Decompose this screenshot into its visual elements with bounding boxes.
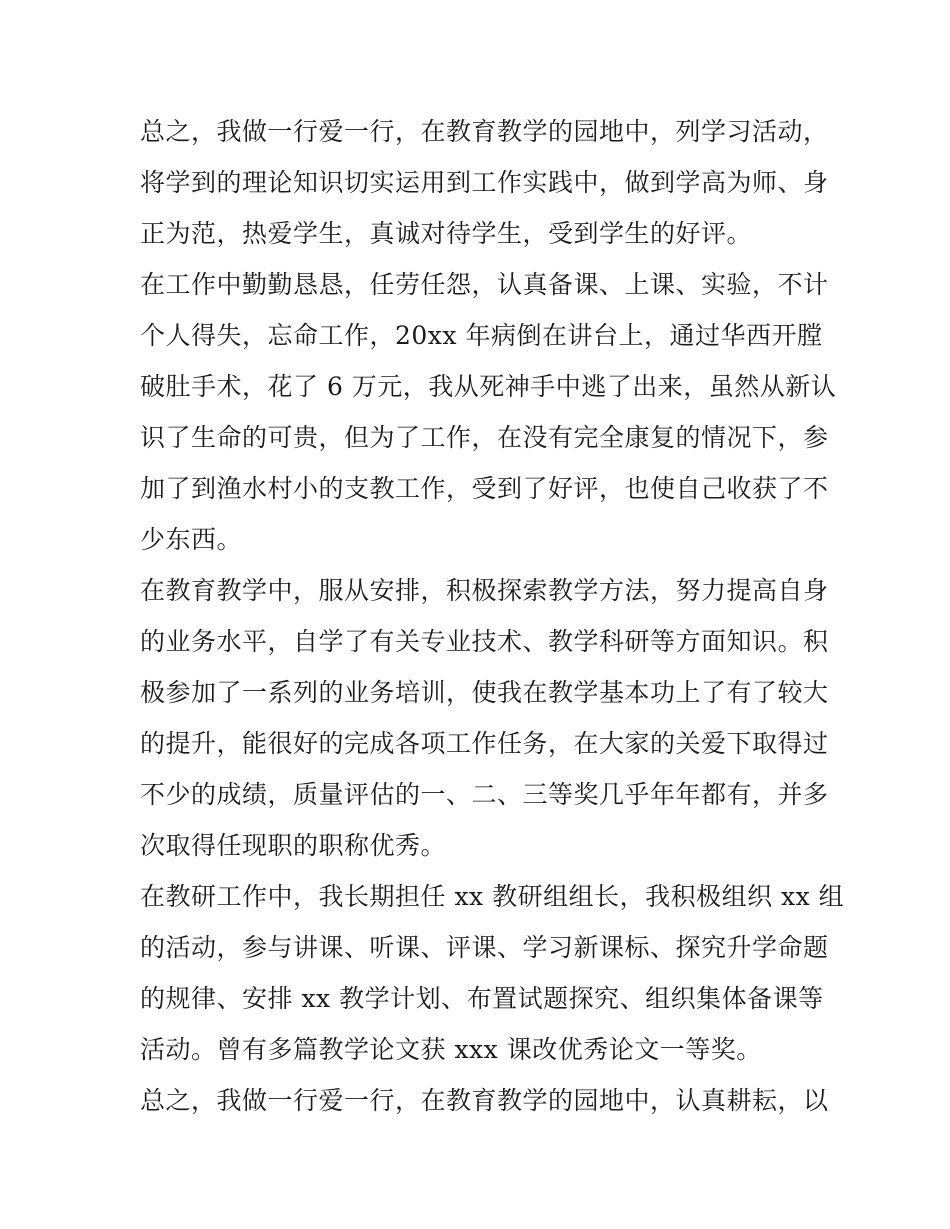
text-line: 识了生命的可贵，但为了工作，在没有完全康复的情况下，参 xyxy=(140,423,829,452)
text-line: 不少的成绩，质量评估的一、二、三等奖几乎年年都有，并多 xyxy=(140,780,829,809)
paragraph-4 xyxy=(140,871,845,1075)
text-line: 破肚手术，花了 6 万元，我从死神手中逃了出来，虽然从新认 xyxy=(140,372,837,401)
paragraph-3 xyxy=(140,565,830,871)
text-line: 在教研工作中，我长期担任 xx 教研组组长，我积极组织 xx 组 xyxy=(140,882,845,911)
text-line: 的提升，能很好的完成各项工作任务，在大家的关爱下取得过 xyxy=(140,729,829,758)
text-line: 在教育教学中，服从安排，积极探索教学方法，努力提高自身 xyxy=(140,576,829,605)
text-line: 将学到的理论知识切实运用到工作实践中，做到学高为师、身 xyxy=(140,168,829,197)
text-line: 少东西。 xyxy=(140,525,243,554)
text-line: 个人得失，忘命工作，20xx 年病倒在讲台上，通过华西开膛 xyxy=(140,321,823,350)
text-line: 的业务水平，自学了有关专业技术、教学科研等方面知识。积 xyxy=(140,627,829,656)
text-line: 活动。曾有多篇教学论文获 xxx 课改优秀论文一等奖。 xyxy=(140,1035,762,1064)
text-line: 次取得任现职的职称优秀。 xyxy=(140,831,447,860)
text-line: 总之，我做一行爱一行，在教育教学的园地中，列学习活动， xyxy=(140,117,829,146)
paragraph-2 xyxy=(140,259,837,565)
text-line: 加了到渔水村小的支教工作，受到了好评，也使自己收获了不 xyxy=(140,474,829,503)
paragraph-5 xyxy=(140,1075,830,1126)
paragraph-1 xyxy=(140,106,830,259)
document-body xyxy=(140,106,845,1126)
text-line: 在工作中勤勤恳恳，任劳任怨，认真备课、上课、实验，不计 xyxy=(140,270,829,299)
text-line: 极参加了一系列的业务培训，使我在教学基本功上了有了较大 xyxy=(140,678,829,707)
text-line: 的规律、安排 xx 教学计划、布置试题探究、组织集体备课等 xyxy=(140,984,824,1013)
text-line: 的活动，参与讲课、听课、评课、学习新课标、探究升学命题 xyxy=(140,933,829,962)
text-line: 总之，我做一行爱一行，在教育教学的园地中，认真耕耘，以 xyxy=(140,1086,829,1115)
text-line: 正为范，热爱学生，真诚对待学生，受到学生的好评。 xyxy=(140,219,753,248)
